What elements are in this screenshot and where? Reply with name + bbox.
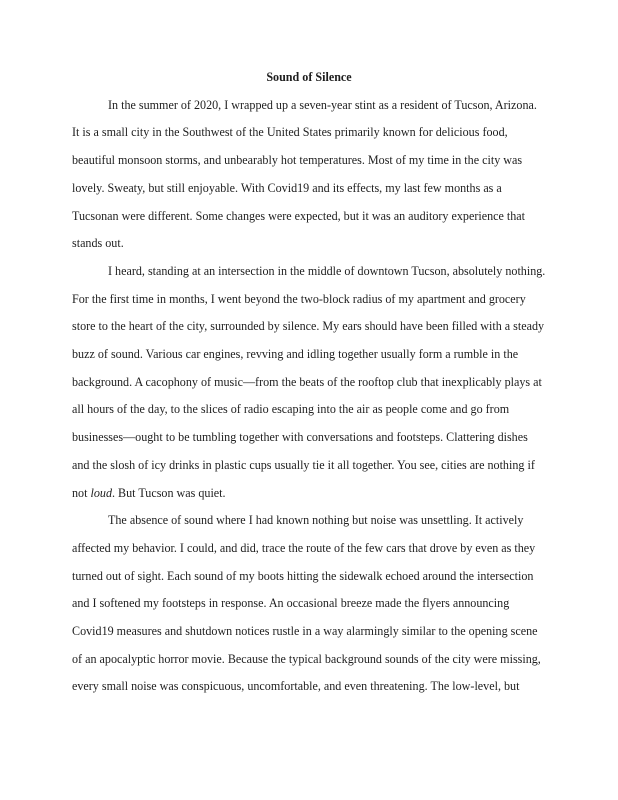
paragraph-2-text-emphasis: loud: [90, 485, 112, 500]
paragraph-1: [72, 92, 546, 258]
paragraph-3: [72, 507, 546, 701]
paragraph-2-text-tail: . But Tucson was quiet.: [112, 485, 226, 500]
paragraph-3-text: The absence of sound where I had known nothing but noise was unsettling. It actively affected my behavior. I could, and did, trace the route of the few cars that drove by even as they turned out of sight. Each sound of my boots hitting the sidewalk echoed around the intersection and I softened my footsteps in response. An occasional breeze made the flyers announcing Covid19 measures and shutdown notices rustle in a way alarmingly similar to the opening scene of an apocalyptic horror movie. Because the typical background sounds of the city were missing, every small noise was conspicuous, uncomfortable, and even threatening. The low-level, but: [72, 513, 541, 694]
document-content: [72, 0, 546, 701]
paragraph-1-text: In the summer of 2020, I wrapped up a seven-year stint as a resident of Tucson, Arizona. It is a small city in the Southwest of the United States primarily known for delicious food, beautiful monsoon storms, and unbearably hot temperatures. Most of my time in the city was lovely. Sweaty, but still enjoyable. With Covid19 and its effects, my last few months as a Tucsonan were different. Some changes were expected, but it was an auditory experience that stands out.: [72, 97, 537, 251]
paragraph-2: [72, 258, 546, 507]
paragraph-2-text-lead: I heard, standing at an intersection in the middle of downtown Tucson, absolutely nothing. For the first time in months, I went beyond the two-block radius of my apartment and grocery store to the heart of the city, surrounded by silence. My ears should have been filled with a steady buzz of sound. Various car engines, revving and idling together usually form a rumble in the background. A cacophony of music—from the beats of the rooftop club that inexplicably plays at all hours of the day, to the slices of radio escaping into the air as people come and go from businesses—ought to be tumbling together with conversations and footsteps. Clattering dishes and the slosh of icy drinks in plastic cups usually tie it all together. You see, cities are nothing if not: [72, 263, 546, 500]
document-title: Sound of Silence: [266, 70, 352, 84]
